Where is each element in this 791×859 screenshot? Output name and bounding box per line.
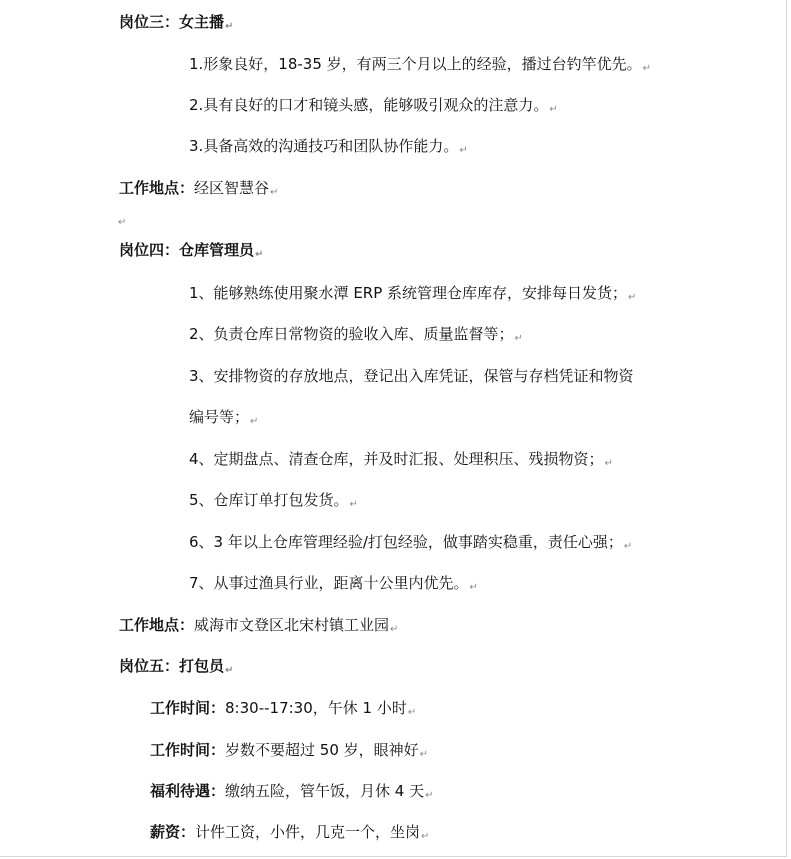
post4-item-3 — [189, 366, 634, 386]
post3-item-text: 2.具有良好的口才和镜头感，能够吸引观众的注意力。 — [189, 96, 549, 114]
post4-heading — [119, 240, 263, 265]
field-value: 岁数不要超过 50 岁，眼神好 — [225, 741, 419, 759]
paragraph-mark-icon: ↵ — [390, 624, 399, 635]
post3-item-2 — [189, 95, 558, 120]
post4-heading-text: 岗位四：仓库管理员 — [119, 241, 255, 259]
paragraph-mark-icon: ↵ — [459, 145, 468, 156]
post5-field-4 — [150, 822, 429, 847]
paragraph-mark-icon: ↵ — [549, 104, 558, 115]
field-label: 工作时间： — [150, 699, 226, 717]
paragraph-mark-icon: ↵ — [250, 416, 259, 427]
post4-item-text: 7、从事过渔具行业，距离十公里内优先。 — [189, 574, 469, 592]
post3-heading — [119, 12, 233, 37]
paragraph-mark-icon: ↵ — [604, 458, 613, 469]
paragraph-mark-icon: ↵ — [421, 831, 430, 842]
post4-item-text: 2、负责仓库日常物资的验收入库、质量监督等； — [189, 325, 514, 343]
location-value: 经区智慧谷 — [194, 179, 270, 197]
post3-item-3 — [189, 136, 468, 161]
post3-location — [119, 178, 278, 203]
paragraph-mark-icon: ↵ — [225, 665, 234, 676]
field-label: 福利待遇： — [150, 782, 226, 800]
paragraph-mark-icon: ↵ — [642, 63, 652, 74]
paragraph-mark-icon: ↵ — [270, 187, 279, 198]
post4-item-text: 3、安排物资的存放地点，登记出入库凭证，保管与存档凭证和物资 — [189, 367, 634, 385]
post3-item-1 — [189, 54, 651, 79]
paragraph-mark-icon: ↵ — [407, 707, 417, 718]
paragraph-mark-icon: ↵ — [225, 21, 234, 32]
post4-item-2 — [189, 324, 523, 349]
paragraph-mark-icon: ↵ — [469, 582, 478, 593]
post4-item-text: 5、仓库订单打包发货。 — [189, 491, 349, 509]
post3-item-text: 3.具备高效的沟通技巧和团队协作能力。 — [189, 137, 459, 155]
post4-item-text: 编号等； — [189, 408, 250, 426]
paragraph-mark-icon: ↵ — [425, 790, 434, 801]
post4-item-text: 4、定期盘点、清查仓库，并及时汇报、处理积压、残损物资； — [189, 450, 604, 468]
post5-field-3 — [150, 781, 434, 806]
location-label: 工作地点： — [119, 179, 195, 197]
post5-field-2 — [150, 740, 428, 765]
post4-item-7 — [189, 573, 478, 598]
empty-paragraph — [117, 208, 126, 233]
field-value: 8:30--17:30，午休 1 小时 — [225, 699, 407, 717]
post4-item-text: 1、能够熟练使用聚水潭 ERP 系统管理仓库库存，安排每日发货； — [189, 284, 628, 302]
location-label: 工作地点： — [119, 616, 195, 634]
post3-heading-text: 岗位三：女主播 — [119, 13, 225, 31]
field-value: 缴纳五险，管午饭，月休 4 天 — [225, 782, 425, 800]
post4-item-text: 6、3 年以上仓库管理经验/打包经验，做事踏实稳重，责任心强； — [189, 533, 623, 551]
post3-item-text: 1.形象良好，18-35 岁，有两三个月以上的经验，播过台钓竿优先。 — [189, 55, 642, 73]
paragraph-mark-icon: ↵ — [118, 217, 127, 228]
paragraph-mark-icon: ↵ — [349, 499, 358, 510]
paragraph-mark-icon: ↵ — [514, 333, 523, 344]
location-value: 威海市文登区北宋村镇工业园 — [194, 616, 390, 634]
post5-heading-text: 岗位五：打包员 — [119, 657, 225, 675]
post4-item-1 — [189, 283, 636, 308]
field-value: 计件工资，小件，几克一个，坐岗 — [195, 823, 421, 841]
post4-item-4 — [189, 449, 613, 474]
paragraph-mark-icon: ↵ — [419, 749, 429, 760]
post5-field-1 — [150, 698, 416, 723]
paragraph-mark-icon: ↵ — [628, 292, 637, 303]
post5-heading — [119, 656, 233, 681]
post4-item-5 — [189, 490, 358, 515]
post4-location — [119, 615, 398, 640]
paragraph-mark-icon: ↵ — [255, 249, 264, 260]
post4-item-6 — [189, 532, 632, 557]
field-label: 薪资： — [150, 823, 196, 841]
paragraph-mark-icon: ↵ — [623, 541, 633, 552]
field-label: 工作时间： — [150, 741, 226, 759]
post4-item-3-cont — [189, 407, 258, 432]
